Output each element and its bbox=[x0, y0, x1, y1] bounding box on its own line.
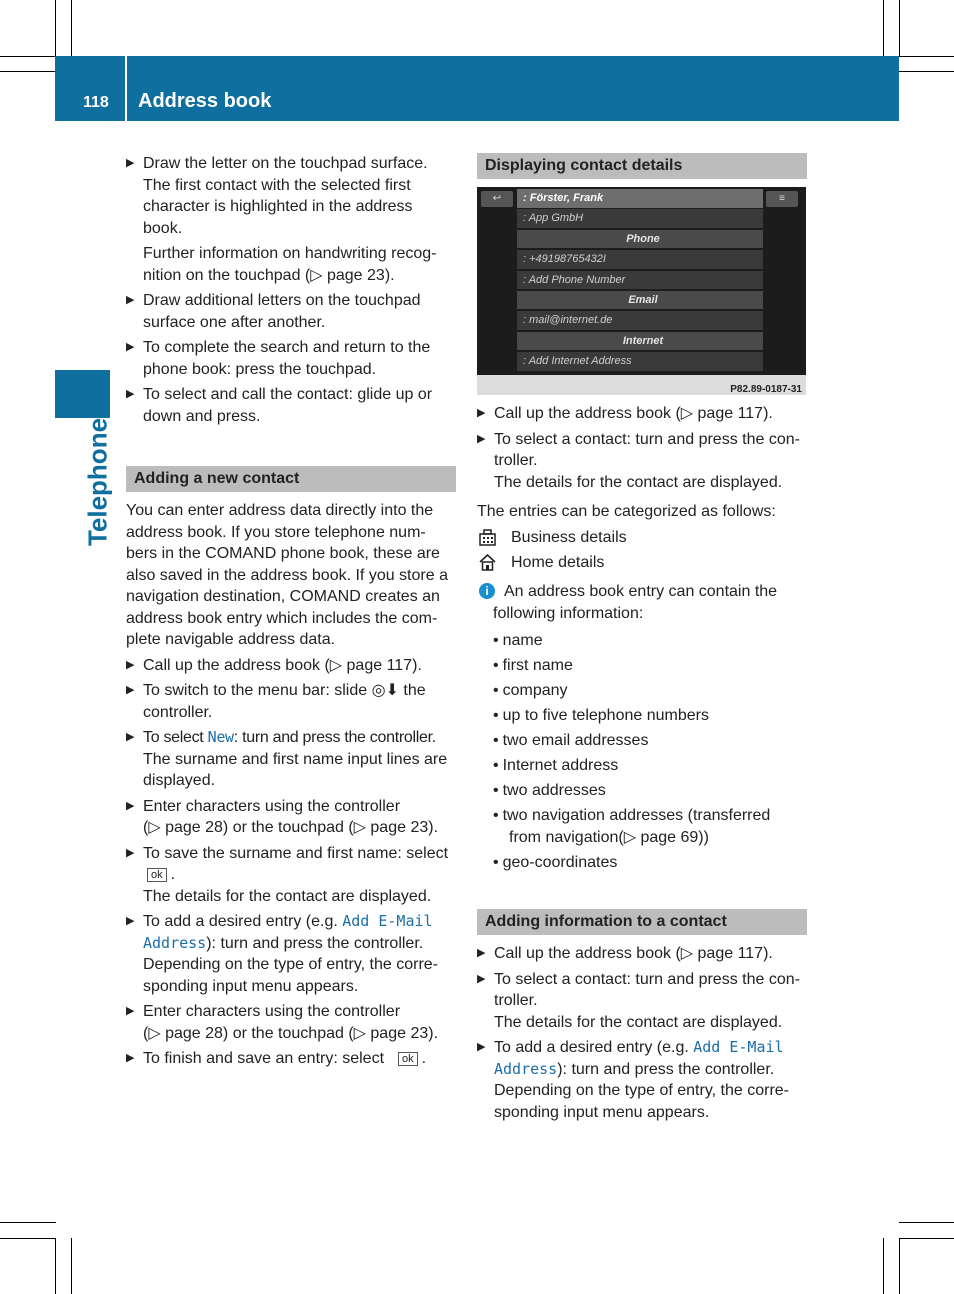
add-phone-row: : Add Phone Number bbox=[517, 271, 763, 290]
text-line: The details for the contact are displayed. bbox=[143, 887, 432, 905]
bullet-item: • two addresses bbox=[493, 782, 606, 799]
step bbox=[126, 843, 456, 908]
phone-heading: Phone bbox=[517, 230, 763, 249]
bullet-text: geo-coordinates bbox=[502, 853, 618, 871]
bullet-item: • geo-coordinates bbox=[493, 853, 618, 871]
crop-mark bbox=[71, 1238, 72, 1294]
text-fragment: the bbox=[398, 682, 426, 699]
step-arrow-icon: ▶ bbox=[126, 1005, 135, 1017]
company-row: : App GmbH bbox=[517, 209, 763, 228]
text-line: displayed. bbox=[143, 772, 216, 789]
home-icon bbox=[479, 554, 496, 571]
crop-mark bbox=[0, 71, 56, 72]
crop-mark bbox=[899, 1238, 954, 1239]
text-fragment: ): turn and press the controller. bbox=[206, 934, 424, 952]
text-line: To select a contact: turn and press the con- bbox=[494, 970, 800, 988]
menu-item-new: New bbox=[207, 728, 234, 746]
section-heading: Displaying contact details bbox=[477, 153, 807, 179]
text-line: Call up the address book (▷ page 117). bbox=[494, 945, 773, 962]
text-line: plete navigable address data. bbox=[126, 631, 336, 648]
add-internet-row: : Add Internet Address bbox=[517, 352, 763, 371]
step bbox=[477, 969, 807, 1034]
text-line: down and press. bbox=[143, 407, 261, 425]
text-line: sponding input menu appears. bbox=[143, 977, 359, 995]
category-label: Business details bbox=[511, 528, 627, 546]
crop-mark bbox=[71, 0, 72, 56]
text-fragment: . bbox=[170, 866, 176, 883]
step-arrow-icon: ▶ bbox=[477, 1041, 486, 1053]
page-title: Address book bbox=[138, 90, 272, 112]
step bbox=[477, 943, 807, 965]
text-line: (▷ page 28) or the touchpad (▷ page 23). bbox=[143, 819, 439, 836]
left-column bbox=[126, 153, 456, 1074]
text-line: (▷ page 28) or the touchpad (▷ page 23). bbox=[143, 1024, 439, 1042]
step bbox=[126, 153, 456, 286]
step-arrow-icon: ▶ bbox=[477, 972, 486, 985]
text-line: navigation destination, COMAND creates an bbox=[126, 588, 440, 605]
crop-mark bbox=[0, 1222, 56, 1223]
text-line: Enter characters using the controller bbox=[143, 1003, 401, 1020]
text-fragment: To switch to the menu bar: slide bbox=[143, 682, 372, 699]
step-arrow-icon: ▶ bbox=[126, 341, 135, 353]
text-fragment: . bbox=[421, 1050, 427, 1067]
crop-mark bbox=[883, 0, 884, 56]
step bbox=[126, 655, 456, 677]
text-fragment: To select bbox=[143, 729, 208, 746]
crop-mark bbox=[899, 0, 900, 56]
text-line: The surname and first name input lines are bbox=[143, 750, 448, 768]
back-icon: ↩ bbox=[481, 191, 513, 207]
bullet-text: name bbox=[502, 632, 543, 649]
ok-symbol: ok bbox=[147, 868, 167, 882]
category-home bbox=[477, 552, 807, 574]
text-line: Further information on handwriting recog- bbox=[143, 245, 437, 262]
text-line: The details for the contact are displayed. bbox=[494, 1013, 783, 1031]
bullet-text: two navigation addresses (transferred bbox=[502, 807, 771, 824]
menu-item-add-email-cont: Address bbox=[143, 933, 207, 952]
bullet-text: first name bbox=[502, 657, 573, 674]
step-arrow-icon: ▶ bbox=[126, 684, 135, 696]
crop-mark bbox=[899, 1222, 954, 1223]
crop-mark bbox=[899, 56, 954, 57]
step bbox=[126, 911, 456, 997]
step-arrow-icon: ▶ bbox=[126, 157, 135, 169]
ok-symbol: ok bbox=[398, 1052, 418, 1066]
text-line: To select a contact: turn and press the con- bbox=[494, 430, 800, 448]
text-line: book. bbox=[143, 219, 183, 237]
bullet-item: • first name bbox=[493, 657, 573, 674]
text-line: Call up the address book (▷ page 117). bbox=[494, 405, 773, 422]
bullet-item: • two navigation addresses (transferred from navigation(▷ page 69)) bbox=[477, 805, 807, 848]
step bbox=[126, 727, 456, 792]
text-line: address book entry which includes the com- bbox=[126, 609, 438, 627]
categories-intro: The entries can be categorized as follows: bbox=[477, 503, 776, 520]
bullet-text: two addresses bbox=[502, 782, 606, 799]
step bbox=[477, 429, 807, 494]
crop-mark bbox=[0, 56, 56, 57]
menu-item-add-email: Add E-Mail bbox=[693, 1038, 784, 1056]
crop-mark bbox=[883, 1238, 884, 1294]
step bbox=[477, 403, 807, 425]
step bbox=[126, 680, 456, 723]
text-fragment: To finish and save an entry: select bbox=[143, 1050, 385, 1067]
text-line: bers in the COMAND phone book, these are bbox=[126, 545, 440, 562]
category-business bbox=[477, 527, 807, 549]
text-line: An address book entry can contain the bbox=[504, 583, 778, 600]
text-line: troller. bbox=[494, 452, 538, 469]
text-line: surface one after another. bbox=[143, 313, 326, 331]
step-arrow-icon: ▶ bbox=[126, 1052, 135, 1064]
text-line: The first contact with the selected first bbox=[143, 176, 411, 194]
info-note bbox=[477, 581, 807, 624]
crop-mark bbox=[55, 0, 56, 56]
text-line: To save the surname and first name: select bbox=[143, 844, 449, 862]
step-arrow-icon: ▶ bbox=[477, 432, 486, 445]
step-arrow-icon: ▶ bbox=[126, 915, 135, 927]
step-arrow-icon: ▶ bbox=[126, 294, 135, 306]
text-line: address book. If you store telephone num- bbox=[126, 523, 426, 541]
section-heading: Adding information to a contact bbox=[477, 909, 807, 935]
internet-heading: Internet bbox=[517, 332, 763, 351]
header-divider bbox=[125, 56, 127, 121]
business-icon bbox=[479, 529, 496, 546]
menu-item-add-email-cont: Address bbox=[494, 1059, 558, 1078]
text-line: To select and call the contact: glide up or bbox=[143, 386, 433, 403]
text-line: following information: bbox=[493, 604, 644, 622]
text-fragment: ): turn and press the controller. bbox=[557, 1060, 775, 1078]
controller-slide-down-icon: ◎⬇ bbox=[371, 682, 399, 699]
text-line: To complete the search and return to the bbox=[143, 339, 431, 356]
intro-paragraph bbox=[126, 500, 456, 651]
step bbox=[126, 290, 456, 333]
page-header bbox=[55, 56, 899, 121]
crop-mark bbox=[55, 1238, 56, 1294]
chapter-label: Telephone bbox=[82, 417, 113, 547]
section-heading: Adding a new contact bbox=[126, 466, 456, 492]
text-fragment: : turn and press the controller. bbox=[233, 729, 436, 746]
text-line: phone book: press the touchpad. bbox=[143, 360, 377, 378]
bullet-item: • company bbox=[493, 682, 568, 699]
email-heading: Email bbox=[517, 291, 763, 310]
text-fragment: To add a desired entry (e.g. bbox=[143, 913, 343, 930]
crop-mark bbox=[899, 71, 954, 72]
text-line: sponding input menu appears. bbox=[494, 1103, 710, 1121]
step-arrow-icon: ▶ bbox=[126, 799, 135, 812]
bullet-item: • Internet address bbox=[493, 757, 619, 774]
text-line: character is highlighted in the address bbox=[143, 198, 413, 215]
text-fragment: To add a desired entry (e.g. bbox=[494, 1039, 694, 1056]
text-line: nition on the touchpad (▷ page 23). bbox=[143, 266, 395, 284]
text-line: Draw the letter on the touchpad surface. bbox=[143, 155, 428, 172]
email-row: : mail@internet.de bbox=[517, 311, 763, 330]
step-arrow-icon: ▶ bbox=[477, 947, 486, 959]
step-arrow-icon: ▶ bbox=[126, 846, 135, 859]
image-code: P82.89-0187-31 bbox=[730, 384, 802, 395]
bullet-item: • two email addresses bbox=[493, 732, 649, 749]
menu-icon: ≡ bbox=[766, 191, 798, 207]
text-line: troller. bbox=[494, 992, 538, 1009]
text-line: also saved in the address book. If you store a bbox=[126, 566, 448, 584]
text-line: Depending on the type of entry, the corre- bbox=[143, 956, 438, 973]
bullet-text: company bbox=[502, 682, 568, 699]
step-arrow-icon: ▶ bbox=[126, 388, 135, 400]
step bbox=[477, 1037, 807, 1123]
contact-detail-list bbox=[517, 189, 763, 373]
page-number: 118 bbox=[83, 94, 109, 111]
step bbox=[126, 384, 456, 427]
bullet-text: two email addresses bbox=[502, 732, 649, 749]
menu-item-add-email: Add E-Mail bbox=[342, 912, 433, 930]
comand-screenshot bbox=[477, 187, 806, 395]
text-line: Depending on the type of entry, the corre- bbox=[494, 1082, 789, 1099]
step bbox=[126, 796, 456, 839]
phone-row: : +49198765432I bbox=[517, 250, 763, 269]
contact-name-row: : Förster, Frank bbox=[517, 189, 763, 208]
image-caption-bar bbox=[477, 375, 806, 395]
text-line: The details for the contact are displayed. bbox=[494, 473, 783, 491]
bullet-text: up to five telephone numbers bbox=[502, 707, 709, 724]
step bbox=[126, 337, 456, 380]
text-line: You can enter address data directly into the bbox=[126, 502, 434, 519]
text-line: Draw additional letters on the touchpad bbox=[143, 292, 421, 309]
step bbox=[126, 1048, 456, 1070]
chapter-tab bbox=[55, 370, 110, 418]
step-arrow-icon: ▶ bbox=[126, 658, 135, 671]
text-line: Call up the address book (▷ page 117). bbox=[143, 656, 422, 674]
crop-mark bbox=[0, 1238, 56, 1239]
bullet-text: from navigation(▷ page 69)) bbox=[509, 828, 709, 846]
screen-display bbox=[477, 187, 806, 375]
bullet-item: • up to five telephone numbers bbox=[493, 707, 709, 724]
bullet-text: Internet address bbox=[502, 757, 619, 774]
crop-mark bbox=[899, 1238, 900, 1294]
text-line: Enter characters using the controller bbox=[143, 797, 401, 815]
text-line: controller. bbox=[143, 703, 213, 721]
step-arrow-icon: ▶ bbox=[126, 731, 135, 743]
bullet-item: • name bbox=[493, 632, 543, 649]
right-column bbox=[477, 153, 807, 1127]
info-icon: i bbox=[479, 583, 495, 599]
step bbox=[126, 1001, 456, 1044]
category-label: Home details bbox=[511, 553, 605, 571]
step-arrow-icon: ▶ bbox=[477, 407, 486, 419]
